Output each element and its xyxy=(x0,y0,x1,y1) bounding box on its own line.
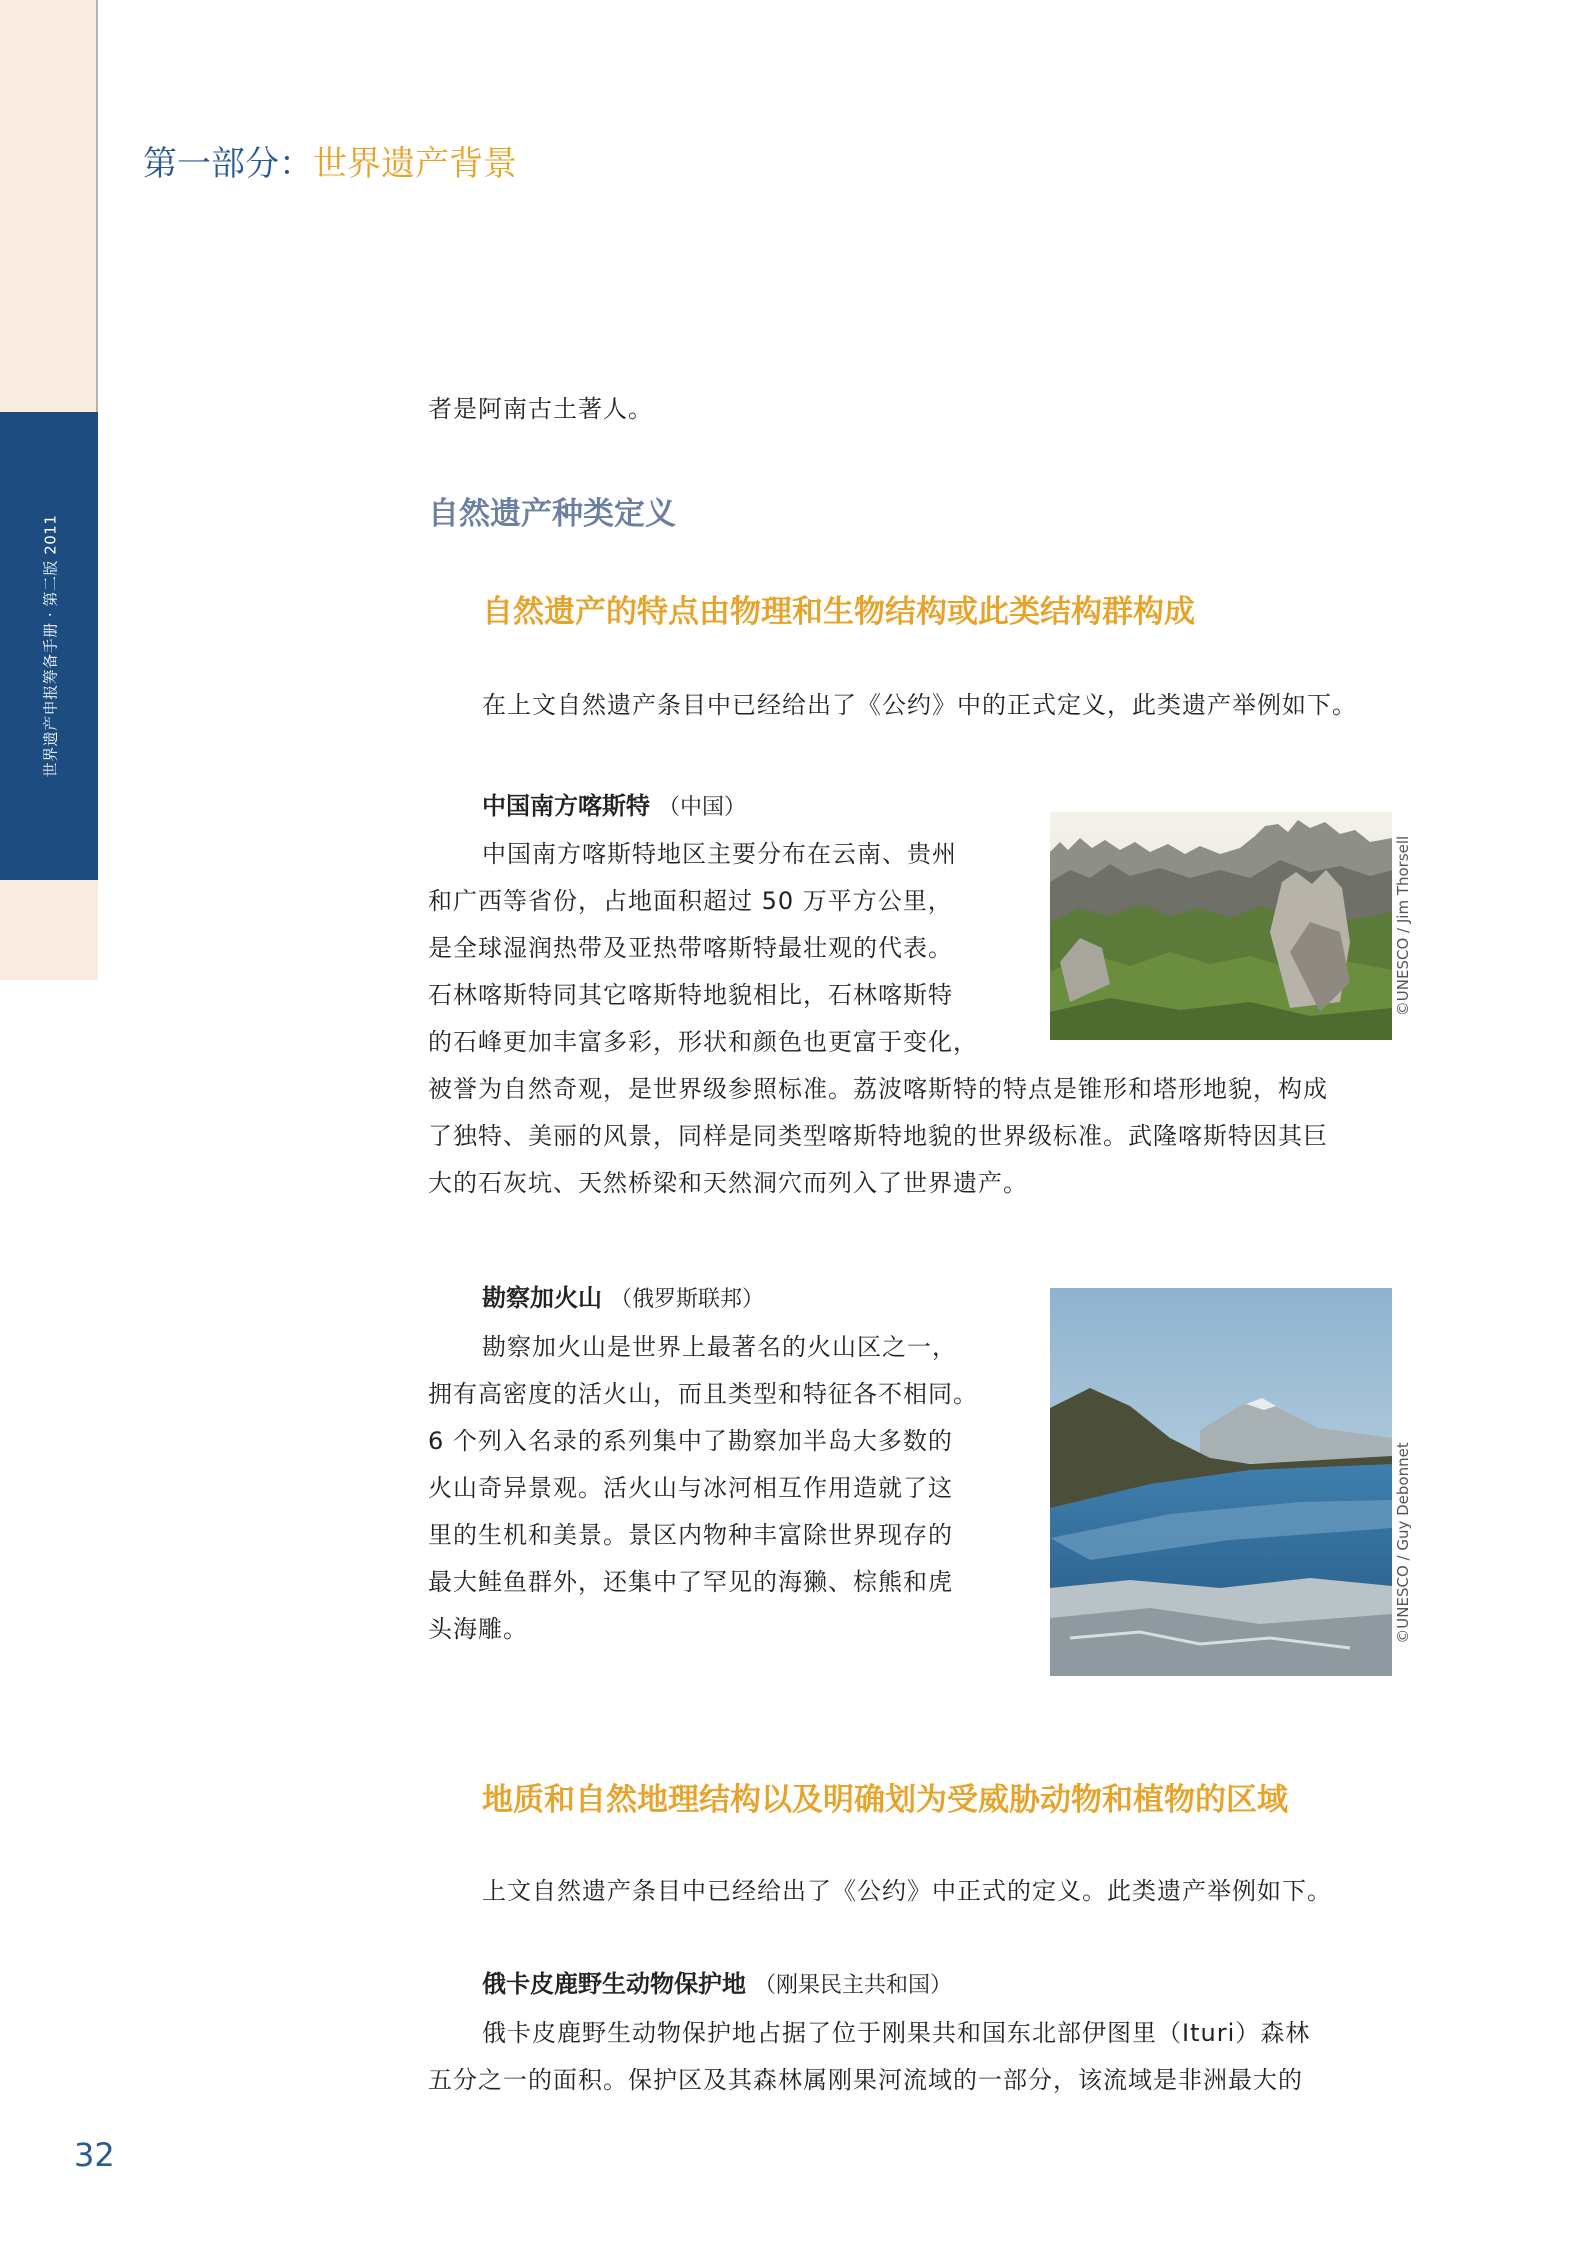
section1-intro: 在上文自然遗产条目中已经给出了《公约》中的正式定义，此类遗产举例如下。 xyxy=(482,691,1357,719)
kamchatka-photo xyxy=(1050,1288,1392,1676)
section-title-part: 第一部分： xyxy=(143,144,313,184)
okapi-paragraph xyxy=(428,2010,1428,2104)
section1-heading: 自然遗产的特点由物理和生物结构或此类结构群构成 xyxy=(482,594,1195,630)
karst-photo xyxy=(1050,812,1392,1040)
karst-photo-credit: ©UNESCO / Jim Thorsell xyxy=(1394,835,1412,1017)
paragraph-line: 6 个列入名录的系列集中了勘察加半岛大多数的 xyxy=(428,1427,953,1455)
paragraph-line: 五分之一的面积。保护区及其森林属刚果河流域的一部分，该流域是非洲最大的 xyxy=(428,2066,1303,2094)
paragraph-line: 最大鲑鱼群外，还集中了罕见的海獭、棕熊和虎 xyxy=(428,1568,953,1596)
item-name: 勘察加火山 xyxy=(482,1284,602,1312)
paragraph-line: 的石峰更加丰富多彩，形状和颜色也更富于变化， xyxy=(428,1028,978,1056)
section-title-topic: 世界遗产背景 xyxy=(313,144,517,184)
item-title-okapi-reserve xyxy=(482,1964,952,1999)
paragraph-line: 石林喀斯特同其它喀斯特地貌相比，石林喀斯特 xyxy=(428,981,953,1009)
item-name: 俄卡皮鹿野生动物保护地 xyxy=(482,1970,746,1998)
sidebar-top-panel xyxy=(0,0,98,412)
item-country: （刚果民主共和国） xyxy=(754,1973,953,1998)
section-title xyxy=(143,136,517,185)
section2-heading: 地质和自然地理结构以及明确划为受威胁动物和植物的区域 xyxy=(482,1782,1288,1818)
paragraph-line: 大的石灰坑、天然桥梁和天然洞穴而列入了世界遗产。 xyxy=(428,1169,1028,1197)
paragraph-line: 是全球湿润热带及亚热带喀斯特最壮观的代表。 xyxy=(428,934,953,962)
paragraph-line: 被誉为自然奇观，是世界级参照标准。荔波喀斯特的特点是锥形和塔形地貌，构成 xyxy=(428,1075,1328,1103)
paragraph-line: 了独特、美丽的风景，同样是同类型喀斯特地貌的世界级标准。武隆喀斯特因其巨 xyxy=(428,1122,1328,1150)
item-country: （俄罗斯联邦） xyxy=(610,1287,765,1312)
section2-intro: 上文自然遗产条目中已经给出了《公约》中正式的定义。此类遗产举例如下。 xyxy=(482,1877,1332,1905)
item-title-kamchatka xyxy=(482,1278,764,1313)
paragraph-line: 中国南方喀斯特地区主要分布在云南、贵州 xyxy=(482,840,957,868)
volcano-landscape-image xyxy=(1050,1288,1392,1676)
item-name: 中国南方喀斯特 xyxy=(482,792,650,820)
paragraph-line: 拥有高密度的活火山，而且类型和特征各不相同。 xyxy=(428,1380,978,1408)
paragraph-line: 火山奇异景观。活火山与冰河相互作用造就了这 xyxy=(428,1474,953,1502)
paragraph-line: 里的生机和美景。景区内物种丰富除世界现存的 xyxy=(428,1521,953,1549)
item-title-south-china-karst xyxy=(482,786,746,821)
item-country: （中国） xyxy=(658,795,747,820)
sidebar-divider xyxy=(96,0,98,412)
karst-landscape-image xyxy=(1050,812,1392,1040)
sidebar-vertical-title: 世界遗产申报筹备手册 · 第二版 2011 xyxy=(41,514,60,778)
paragraph-line: 和广西等省份，占地面积超过 50 万平方公里， xyxy=(428,887,953,915)
paragraph-line: 头海雕。 xyxy=(428,1615,528,1643)
kamchatka-paragraph xyxy=(428,1324,1048,1653)
paragraph-line: 勘察加火山是世界上最著名的火山区之一， xyxy=(482,1333,957,1361)
page-number: 32 xyxy=(74,2136,115,2174)
lead-line: 者是阿南古土著人。 xyxy=(428,395,653,423)
sidebar-bottom-panel xyxy=(0,880,98,980)
paragraph-line: 俄卡皮鹿野生动物保护地占据了位于刚果共和国东北部伊图里（Ituri）森林 xyxy=(482,2019,1311,2047)
heading-natural-definitions: 自然遗产种类定义 xyxy=(428,496,676,532)
kamchatka-photo-credit: ©UNESCO / Guy Debonnet xyxy=(1394,1442,1412,1644)
